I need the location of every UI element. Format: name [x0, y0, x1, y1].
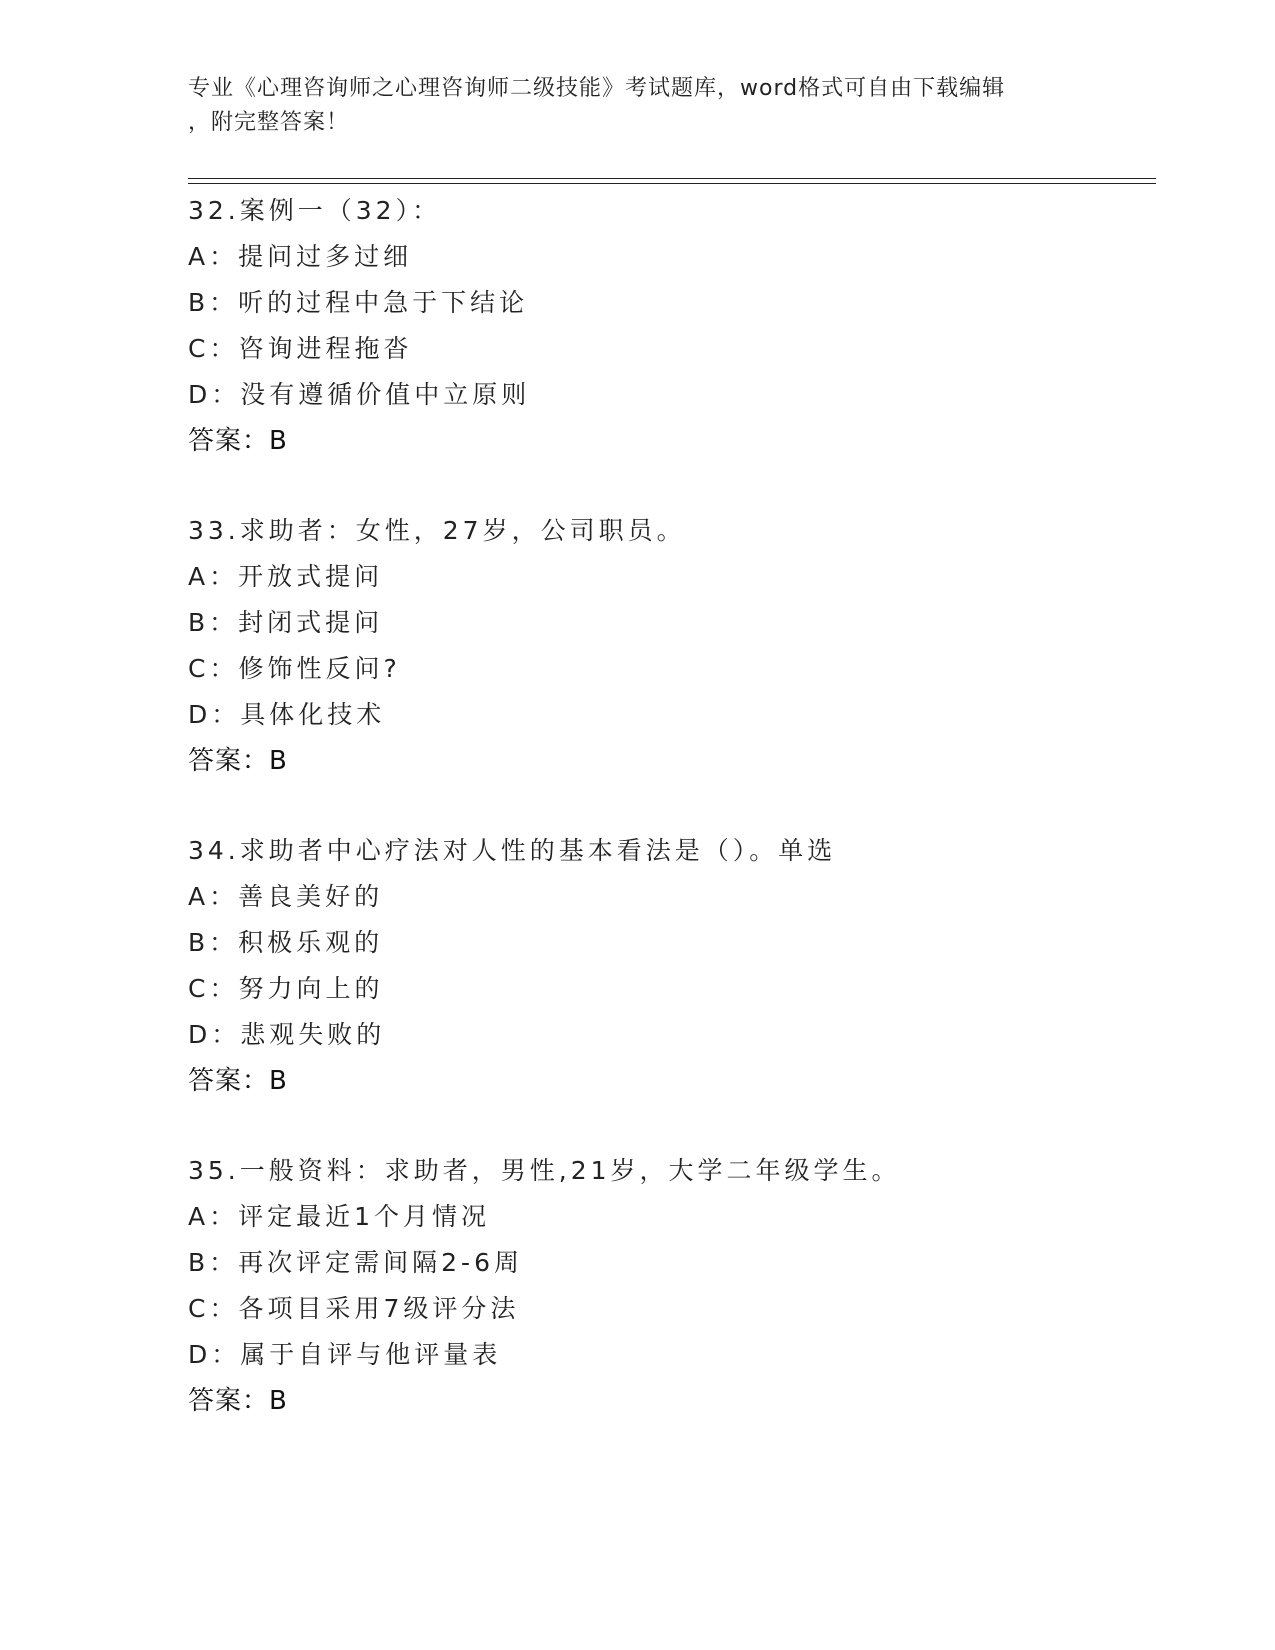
option-b: B：封闭式提问 — [188, 608, 384, 637]
option-d: D：没有遵循价值中立原则 — [188, 380, 531, 409]
document-header — [188, 72, 1088, 140]
option-c: C：努力向上的 — [188, 974, 384, 1003]
header-line-2: ，附完整答案！ — [188, 110, 350, 135]
answer-line: 答案：B — [188, 1066, 288, 1096]
option-a: A：评定最近1个月情况 — [188, 1202, 491, 1231]
header-line-1: 专业《心理咨询师之心理咨询师二级技能》考试题库，word格式可自由下载编辑 — [188, 76, 1006, 101]
option-b: B：听的过程中急于下结论 — [188, 288, 529, 317]
question-stem: 32.案例一（32）： — [188, 196, 442, 225]
option-b: B：积极乐观的 — [188, 928, 384, 957]
question-stem: 35.一般资料：求助者，男性,21岁，大学二年级学生。 — [188, 1156, 901, 1185]
question-33 — [188, 508, 1148, 784]
question-stem: 34.求助者中心疗法对人性的基本看法是（）。单选 — [188, 836, 837, 865]
answer-line: 答案：B — [188, 426, 288, 456]
option-d: D：属于自评与他评量表 — [188, 1340, 502, 1369]
option-a: A：善良美好的 — [188, 882, 384, 911]
option-b: B：再次评定需间隔2-6周 — [188, 1248, 523, 1277]
question-32 — [188, 188, 1148, 464]
option-a: A：提问过多过细 — [188, 242, 413, 271]
answer-line: 答案：B — [188, 1386, 288, 1416]
option-c: C：各项目采用7级评分法 — [188, 1294, 520, 1323]
option-c: C：修饰性反问? — [188, 654, 401, 683]
header-divider-bottom — [188, 183, 1156, 184]
option-d: D：悲观失败的 — [188, 1020, 386, 1049]
question-34 — [188, 828, 1148, 1104]
question-stem: 33.求助者：女性，27岁，公司职员。 — [188, 516, 686, 545]
option-d: D：具体化技术 — [188, 700, 386, 729]
header-divider-top — [188, 178, 1156, 179]
answer-line: 答案：B — [188, 746, 288, 776]
option-c: C：咨询进程拖沓 — [188, 334, 413, 363]
question-35 — [188, 1148, 1148, 1424]
option-a: A：开放式提问 — [188, 562, 384, 591]
